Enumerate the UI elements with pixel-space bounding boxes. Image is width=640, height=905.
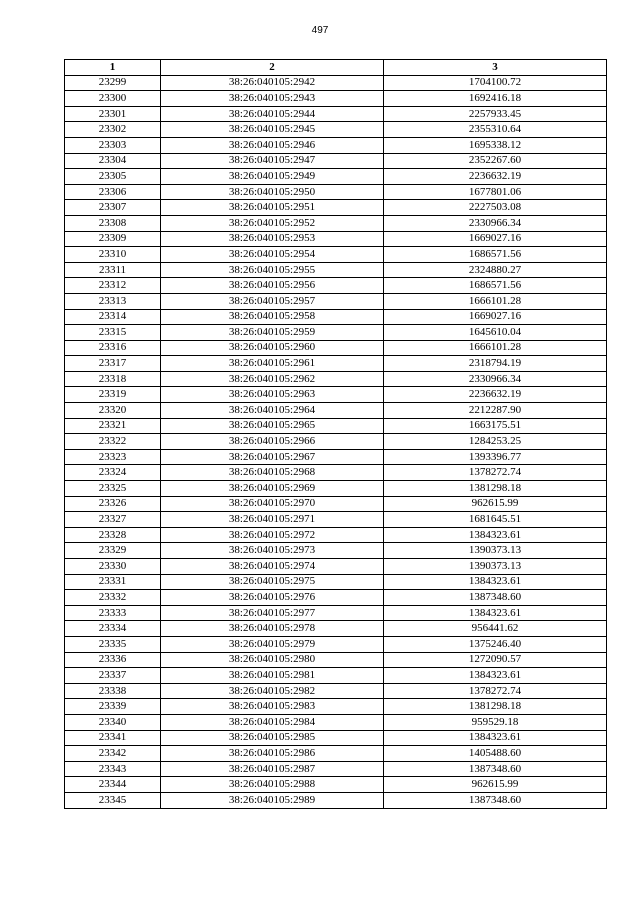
row-number-cell: 23300 (65, 91, 161, 107)
row-number-cell: 23309 (65, 231, 161, 247)
table-row (65, 356, 607, 372)
column-header-2: 2 (161, 60, 384, 76)
value-cell: 1387348.60 (384, 761, 607, 777)
table-row (65, 340, 607, 356)
value-cell: 2330966.34 (384, 215, 607, 231)
value-cell: 1666101.28 (384, 340, 607, 356)
row-number-cell: 23337 (65, 668, 161, 684)
table-row (65, 481, 607, 497)
value-cell: 1378272.74 (384, 683, 607, 699)
table-row (65, 527, 607, 543)
table-row (65, 512, 607, 528)
cadastral-number-cell: 38:26:040105:2962 (161, 371, 384, 387)
cadastral-number-cell: 38:26:040105:2947 (161, 153, 384, 169)
cadastral-number-cell: 38:26:040105:2950 (161, 184, 384, 200)
cadastral-number-cell: 38:26:040105:2983 (161, 699, 384, 715)
row-number-cell: 23307 (65, 200, 161, 216)
value-cell: 1384323.61 (384, 527, 607, 543)
value-cell: 2236632.19 (384, 169, 607, 185)
row-number-cell: 23325 (65, 481, 161, 497)
row-number-cell: 23326 (65, 496, 161, 512)
cadastral-number-cell: 38:26:040105:2943 (161, 91, 384, 107)
table-row (65, 714, 607, 730)
cadastral-number-cell: 38:26:040105:2961 (161, 356, 384, 372)
cadastral-number-cell: 38:26:040105:2945 (161, 122, 384, 138)
cadastral-number-cell: 38:26:040105:2984 (161, 714, 384, 730)
value-cell: 2318794.19 (384, 356, 607, 372)
table-row (65, 200, 607, 216)
table-row (65, 418, 607, 434)
row-number-cell: 23314 (65, 309, 161, 325)
value-cell: 1387348.60 (384, 792, 607, 808)
row-number-cell: 23312 (65, 278, 161, 294)
row-number-cell: 23316 (65, 340, 161, 356)
value-cell: 1387348.60 (384, 590, 607, 606)
value-cell: 2352267.60 (384, 153, 607, 169)
cadastral-number-cell: 38:26:040105:2955 (161, 262, 384, 278)
cadastral-number-cell: 38:26:040105:2968 (161, 465, 384, 481)
table-row (65, 652, 607, 668)
cadastral-number-cell: 38:26:040105:2953 (161, 231, 384, 247)
cadastral-number-cell: 38:26:040105:2987 (161, 761, 384, 777)
value-cell: 1375246.40 (384, 636, 607, 652)
row-number-cell: 23320 (65, 403, 161, 419)
table-row (65, 247, 607, 263)
table-row (65, 403, 607, 419)
table-row (65, 761, 607, 777)
value-cell: 1677801.06 (384, 184, 607, 200)
table-row (65, 91, 607, 107)
value-cell: 1272090.57 (384, 652, 607, 668)
cadastral-number-cell: 38:26:040105:2988 (161, 777, 384, 793)
table-row (65, 574, 607, 590)
value-cell: 2355310.64 (384, 122, 607, 138)
cadastral-number-cell: 38:26:040105:2966 (161, 434, 384, 450)
value-cell: 1284253.25 (384, 434, 607, 450)
row-number-cell: 23302 (65, 122, 161, 138)
cadastral-number-cell: 38:26:040105:2942 (161, 75, 384, 91)
cadastral-number-cell: 38:26:040105:2976 (161, 590, 384, 606)
table-row (65, 621, 607, 637)
value-cell: 959529.18 (384, 714, 607, 730)
value-cell: 962615.99 (384, 777, 607, 793)
table-body (65, 75, 607, 808)
value-cell: 1384323.61 (384, 730, 607, 746)
cadastral-number-cell: 38:26:040105:2958 (161, 309, 384, 325)
table-row (65, 325, 607, 341)
value-cell: 1681645.51 (384, 512, 607, 528)
row-number-cell: 23317 (65, 356, 161, 372)
value-cell: 1669027.16 (384, 309, 607, 325)
page-number: 497 (311, 25, 329, 36)
cadastral-number-cell: 38:26:040105:2949 (161, 169, 384, 185)
table-row (65, 699, 607, 715)
table-row (65, 309, 607, 325)
cadastral-number-cell: 38:26:040105:2970 (161, 496, 384, 512)
row-number-cell: 23334 (65, 621, 161, 637)
row-number-cell: 23338 (65, 683, 161, 699)
row-number-cell: 23328 (65, 527, 161, 543)
table-row (65, 169, 607, 185)
row-number-cell: 23303 (65, 137, 161, 153)
cadastral-number-cell: 38:26:040105:2975 (161, 574, 384, 590)
value-cell: 1381298.18 (384, 699, 607, 715)
data-table (64, 59, 607, 809)
row-number-cell: 23305 (65, 169, 161, 185)
value-cell: 1695338.12 (384, 137, 607, 153)
table-row (65, 137, 607, 153)
row-number-cell: 23345 (65, 792, 161, 808)
row-number-cell: 23336 (65, 652, 161, 668)
row-number-cell: 23324 (65, 465, 161, 481)
cadastral-number-cell: 38:26:040105:2986 (161, 746, 384, 762)
row-number-cell: 23308 (65, 215, 161, 231)
cadastral-number-cell: 38:26:040105:2967 (161, 449, 384, 465)
table-row (65, 543, 607, 559)
table-row (65, 262, 607, 278)
table-row (65, 75, 607, 91)
row-number-cell: 23319 (65, 387, 161, 403)
row-number-cell: 23330 (65, 559, 161, 575)
table-row (65, 683, 607, 699)
table-row (65, 153, 607, 169)
cadastral-number-cell: 38:26:040105:2981 (161, 668, 384, 684)
cadastral-number-cell: 38:26:040105:2963 (161, 387, 384, 403)
cadastral-number-cell: 38:26:040105:2964 (161, 403, 384, 419)
row-number-cell: 23329 (65, 543, 161, 559)
cadastral-number-cell: 38:26:040105:2954 (161, 247, 384, 263)
value-cell: 1704100.72 (384, 75, 607, 91)
row-number-cell: 23344 (65, 777, 161, 793)
cadastral-number-cell: 38:26:040105:2960 (161, 340, 384, 356)
value-cell: 1393396.77 (384, 449, 607, 465)
row-number-cell: 23301 (65, 106, 161, 122)
value-cell: 956441.62 (384, 621, 607, 637)
row-number-cell: 23335 (65, 636, 161, 652)
row-number-cell: 23315 (65, 325, 161, 341)
cadastral-number-cell: 38:26:040105:2982 (161, 683, 384, 699)
cadastral-number-cell: 38:26:040105:2977 (161, 605, 384, 621)
table-row (65, 293, 607, 309)
table-row (65, 231, 607, 247)
table-row (65, 777, 607, 793)
table-row (65, 387, 607, 403)
cadastral-number-cell: 38:26:040105:2971 (161, 512, 384, 528)
cadastral-number-cell: 38:26:040105:2965 (161, 418, 384, 434)
cadastral-number-cell: 38:26:040105:2980 (161, 652, 384, 668)
value-cell: 1384323.61 (384, 605, 607, 621)
cadastral-number-cell: 38:26:040105:2957 (161, 293, 384, 309)
table-row (65, 605, 607, 621)
table-row (65, 636, 607, 652)
cadastral-number-cell: 38:26:040105:2973 (161, 543, 384, 559)
value-cell: 2324880.27 (384, 262, 607, 278)
row-number-cell: 23340 (65, 714, 161, 730)
row-number-cell: 23322 (65, 434, 161, 450)
column-header-1: 1 (65, 60, 161, 76)
table-row (65, 559, 607, 575)
row-number-cell: 23311 (65, 262, 161, 278)
row-number-cell: 23318 (65, 371, 161, 387)
table-row (65, 496, 607, 512)
cadastral-number-cell: 38:26:040105:2959 (161, 325, 384, 341)
table-row (65, 590, 607, 606)
cadastral-number-cell: 38:26:040105:2979 (161, 636, 384, 652)
table-row (65, 465, 607, 481)
row-number-cell: 23306 (65, 184, 161, 200)
table-row (65, 122, 607, 138)
row-number-cell: 23321 (65, 418, 161, 434)
row-number-cell: 23339 (65, 699, 161, 715)
value-cell: 1405488.60 (384, 746, 607, 762)
table-row (65, 434, 607, 450)
cadastral-number-cell: 38:26:040105:2989 (161, 792, 384, 808)
cadastral-number-cell: 38:26:040105:2944 (161, 106, 384, 122)
value-cell: 1663175.51 (384, 418, 607, 434)
table-row (65, 730, 607, 746)
column-header-3: 3 (384, 60, 607, 76)
row-number-cell: 23327 (65, 512, 161, 528)
table-row (65, 215, 607, 231)
cadastral-number-cell: 38:26:040105:2969 (161, 481, 384, 497)
row-number-cell: 23343 (65, 761, 161, 777)
value-cell: 1390373.13 (384, 543, 607, 559)
value-cell: 2236632.19 (384, 387, 607, 403)
row-number-cell: 23331 (65, 574, 161, 590)
value-cell: 1686571.56 (384, 247, 607, 263)
table-row (65, 792, 607, 808)
value-cell: 2257933.45 (384, 106, 607, 122)
table-row (65, 184, 607, 200)
value-cell: 1381298.18 (384, 481, 607, 497)
table-row (65, 106, 607, 122)
value-cell: 1645610.04 (384, 325, 607, 341)
cadastral-number-cell: 38:26:040105:2972 (161, 527, 384, 543)
value-cell: 1692416.18 (384, 91, 607, 107)
cadastral-number-cell: 38:26:040105:2951 (161, 200, 384, 216)
row-number-cell: 23323 (65, 449, 161, 465)
row-number-cell: 23341 (65, 730, 161, 746)
row-number-cell: 23313 (65, 293, 161, 309)
row-number-cell: 23333 (65, 605, 161, 621)
value-cell: 1378272.74 (384, 465, 607, 481)
row-number-cell: 23310 (65, 247, 161, 263)
value-cell: 1390373.13 (384, 559, 607, 575)
table-header-row (65, 60, 607, 76)
cadastral-number-cell: 38:26:040105:2946 (161, 137, 384, 153)
row-number-cell: 23342 (65, 746, 161, 762)
table-row (65, 449, 607, 465)
value-cell: 1686571.56 (384, 278, 607, 294)
value-cell: 2212287.90 (384, 403, 607, 419)
value-cell: 1384323.61 (384, 668, 607, 684)
row-number-cell: 23299 (65, 75, 161, 91)
value-cell: 2330966.34 (384, 371, 607, 387)
cadastral-number-cell: 38:26:040105:2956 (161, 278, 384, 294)
cadastral-number-cell: 38:26:040105:2985 (161, 730, 384, 746)
cadastral-number-cell: 38:26:040105:2978 (161, 621, 384, 637)
value-cell: 1384323.61 (384, 574, 607, 590)
value-cell: 962615.99 (384, 496, 607, 512)
table-row (65, 668, 607, 684)
value-cell: 2227503.08 (384, 200, 607, 216)
row-number-cell: 23304 (65, 153, 161, 169)
value-cell: 1669027.16 (384, 231, 607, 247)
cadastral-number-cell: 38:26:040105:2952 (161, 215, 384, 231)
row-number-cell: 23332 (65, 590, 161, 606)
table-row (65, 278, 607, 294)
cadastral-number-cell: 38:26:040105:2974 (161, 559, 384, 575)
table-row (65, 371, 607, 387)
table-row (65, 746, 607, 762)
value-cell: 1666101.28 (384, 293, 607, 309)
